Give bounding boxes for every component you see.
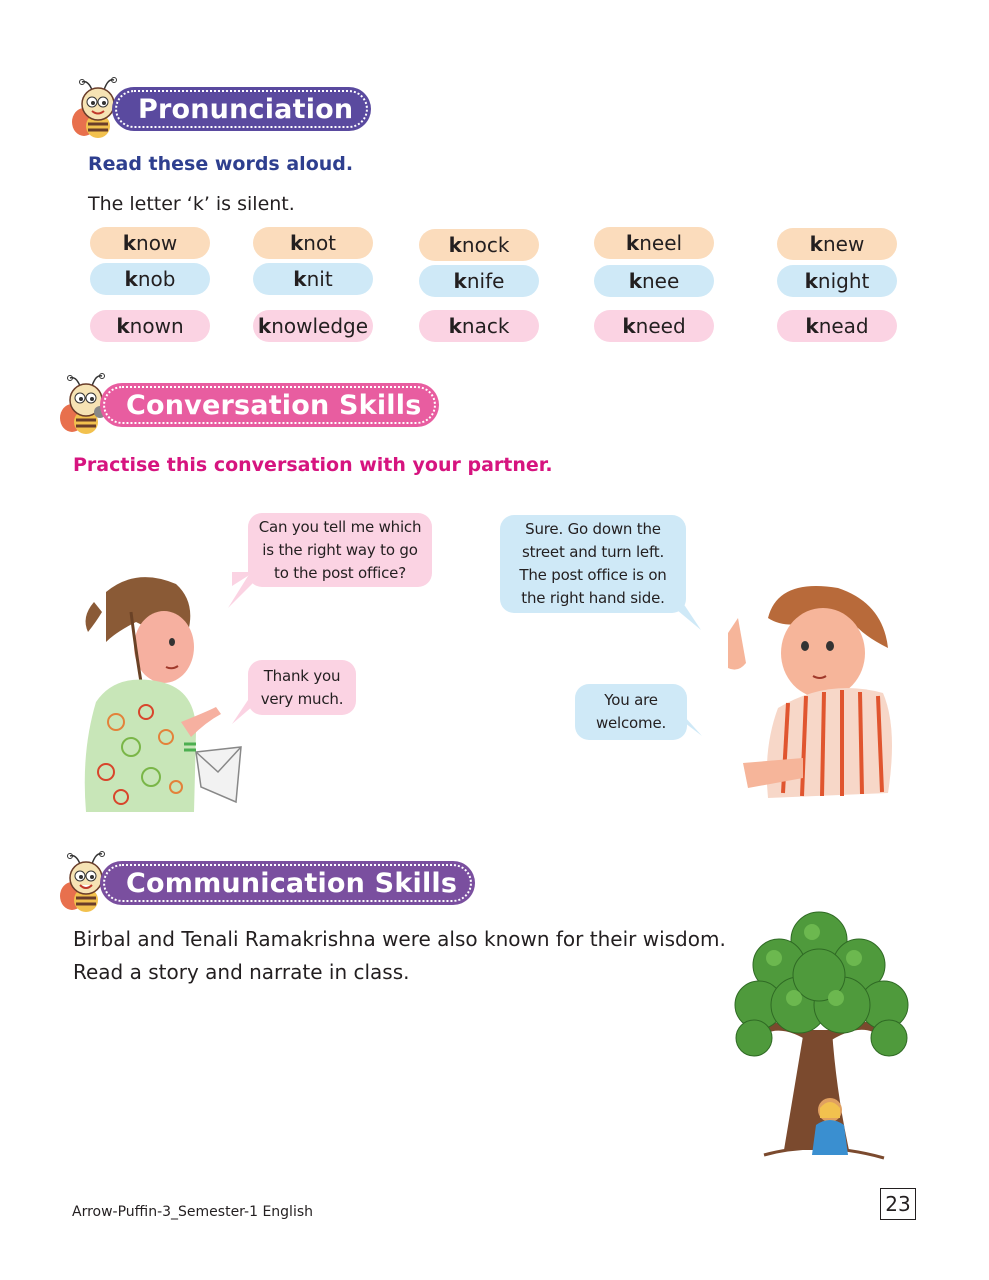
word-pill: k nown	[90, 310, 210, 342]
word-pill: k nit	[253, 263, 373, 295]
bubble-line: The post office is on	[519, 566, 667, 584]
book-title-footer: Arrow-Puffin-3_Semester-1 English	[72, 1204, 314, 1220]
communication-banner	[58, 850, 475, 916]
pronunciation-banner	[70, 76, 371, 142]
word-pill: k new	[777, 228, 897, 260]
word-pill: k nee	[594, 265, 714, 297]
bubble-line: Can you tell me which	[258, 517, 422, 536]
tree-with-boy-illustration	[724, 910, 918, 1170]
bubble-line: Thank you	[263, 666, 341, 685]
bubble-line: is the right way to go	[262, 540, 418, 559]
bubble-line: very much.	[260, 689, 344, 708]
communication-heading: Communication Skills	[100, 861, 475, 905]
bubble-tail	[228, 576, 260, 610]
conversation-instruction: Practise this conversation with your partner.	[73, 454, 553, 476]
word-pill: k not	[253, 227, 373, 259]
pronunciation-heading: Pronunciation	[112, 87, 371, 131]
bubble-tail	[232, 700, 260, 726]
pronunciation-instruction: Read these words aloud.	[88, 153, 354, 175]
word-pill: k night	[777, 265, 897, 297]
page-number: 23	[880, 1188, 916, 1220]
word-pill: k nob	[90, 263, 210, 295]
word-pill: k nead	[777, 310, 897, 342]
word-pill: k nack	[419, 310, 539, 342]
girl-speech-bubble-2	[248, 660, 356, 715]
word-pill: k need	[594, 310, 714, 342]
girl-speech-bubble-1	[248, 513, 432, 587]
boy-speech-bubble-2	[575, 684, 687, 740]
conversation-banner	[58, 372, 439, 438]
boy-illustration	[708, 578, 908, 828]
bubble-line: the right hand side.	[521, 589, 665, 607]
silent-k-note: The letter ‘k’ is silent.	[88, 193, 295, 215]
bubble-line: street and turn left.	[521, 543, 665, 561]
bubble-tail	[676, 716, 702, 740]
bubble-line: welcome.	[595, 714, 667, 732]
communication-line-2: Read a story and narrate in class.	[73, 960, 410, 984]
word-pill: k nife	[419, 265, 539, 297]
word-pill: k now	[90, 227, 210, 259]
word-pill: k nowledge	[253, 310, 373, 342]
bubble-line: You are	[604, 691, 658, 709]
bubble-line: to the post office?	[274, 563, 406, 582]
communication-line-1: Birbal and Tenali Ramakrishna were also known for their wisdom.	[73, 927, 726, 951]
conversation-heading: Conversation Skills	[100, 383, 439, 427]
bubble-tail	[665, 600, 701, 632]
boy-speech-bubble-1	[500, 515, 686, 613]
word-pill: k nock	[419, 229, 539, 261]
word-pill: k neel	[594, 227, 714, 259]
bubble-line: Sure. Go down the	[525, 520, 661, 538]
